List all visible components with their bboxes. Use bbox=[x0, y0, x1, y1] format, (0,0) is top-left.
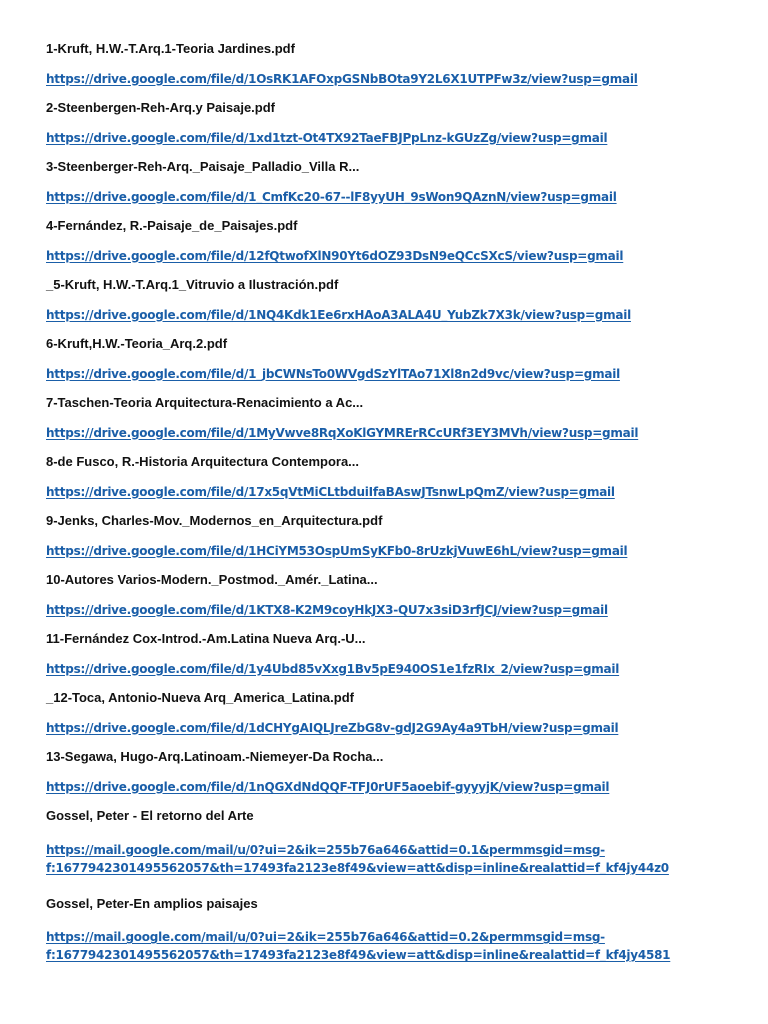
list-item bbox=[46, 97, 746, 156]
file-link[interactable]: https://drive.google.com/file/d/17x5qVtMiCLtbduiIfaBAswJTsnwLpQmZ/view?usp=gmail bbox=[46, 484, 615, 499]
file-link[interactable]: https://drive.google.com/file/d/1dCHYgAIQLJreZbG8v-gdJ2G9Ay4a9TbH/view?usp=gmail bbox=[46, 720, 619, 735]
file-title: _12-Toca, Antonio-Nueva Arq_America_Latina.pdf bbox=[46, 690, 354, 705]
file-link[interactable]: https://drive.google.com/file/d/1HCiYM53OspUmSyKFb0-8rUzkjVuwE6hL/view?usp=gmail bbox=[46, 543, 628, 558]
file-title: 11-Fernández Cox-Introd.-Am.Latina Nueva Arq.-U... bbox=[46, 631, 366, 646]
file-link[interactable]: https://mail.google.com/mail/u/0?ui=2&ik=255b76a646&attid=0.2&permmsgid=msg- f:1677942301495562057&th=17493fa2123e8f49&view=att&disp=inline&realattid=f_kf4jy4581 bbox=[46, 930, 671, 962]
list-item bbox=[46, 392, 746, 451]
file-link[interactable]: https://drive.google.com/file/d/12fQtwofXlN90Yt6dOZ93DsN9eQCcSXcS/view?usp=gmail bbox=[46, 248, 624, 263]
list-item bbox=[46, 628, 746, 687]
file-link[interactable]: https://drive.google.com/file/d/1KTX8-K2M9coyHkJX3-QU7x3siD3rfJCJ/view?usp=gmail bbox=[46, 602, 608, 617]
file-link[interactable]: https://drive.google.com/file/d/1nQGXdNdQQF-TFJ0rUF5aoebif-gyyyjK/view?usp=gmail bbox=[46, 779, 610, 794]
file-title: 7-Taschen-Teoria Arquitectura-Renacimiento a Ac... bbox=[46, 395, 364, 410]
file-title: 2-Steenbergen-Reh-Arq.y Paisaje.pdf bbox=[46, 100, 275, 115]
file-link[interactable]: https://drive.google.com/file/d/1_CmfKc20-67--lF8yyUH_9sWon9QAznN/view?usp=gmail bbox=[46, 189, 617, 204]
file-title: 3-Steenberger-Reh-Arq._Paisaje_Palladio_Villa R... bbox=[46, 159, 360, 174]
list-item bbox=[46, 893, 746, 981]
file-title: 9-Jenks, Charles-Mov._Modernos_en_Arquitectura.pdf bbox=[46, 513, 383, 528]
list-item bbox=[46, 215, 746, 274]
file-link[interactable]: https://drive.google.com/file/d/1_jbCWNsTo0WVgdSzYlTAo71Xl8n2d9vc/view?usp=gmail bbox=[46, 366, 620, 381]
file-title: 1-Kruft, H.W.-T.Arq.1-Teoria Jardines.pdf bbox=[46, 41, 295, 56]
file-title: Gossel, Peter - El retorno del Arte bbox=[46, 808, 254, 823]
file-link[interactable]: https://drive.google.com/file/d/1NQ4Kdk1Ee6rxHAoA3ALA4U_YubZk7X3k/view?usp=gmail bbox=[46, 307, 631, 322]
document-body bbox=[46, 38, 746, 980]
file-title: _5-Kruft, H.W.-T.Arq.1_Vitruvio a Ilustración.pdf bbox=[46, 277, 339, 292]
list-item bbox=[46, 687, 746, 746]
file-title: Gossel, Peter-En amplios paisajes bbox=[46, 895, 258, 911]
file-title: 4-Fernández, R.-Paisaje_de_Paisajes.pdf bbox=[46, 218, 298, 233]
list-item bbox=[46, 746, 746, 805]
list-item bbox=[46, 38, 746, 97]
list-item bbox=[46, 805, 746, 893]
list-item bbox=[46, 274, 746, 333]
file-link[interactable]: https://drive.google.com/file/d/1OsRK1AFOxpGSNbBOta9Y2L6X1UTPFw3z/view?usp=gmail bbox=[46, 71, 638, 86]
file-link[interactable]: https://drive.google.com/file/d/1xd1tzt-Ot4TX92TaeFBJPpLnz-kGUzZg/view?usp=gmail bbox=[46, 130, 608, 145]
list-item bbox=[46, 333, 746, 392]
list-item bbox=[46, 156, 746, 215]
list-item bbox=[46, 451, 746, 510]
file-title: 10-Autores Varios-Modern._Postmod._Amér._Latina... bbox=[46, 572, 378, 587]
file-title: 6-Kruft,H.W.-Teoria_Arq.2.pdf bbox=[46, 336, 228, 351]
file-title: 8-de Fusco, R.-Historia Arquitectura Contempora... bbox=[46, 454, 360, 469]
list-item bbox=[46, 569, 746, 628]
list-item bbox=[46, 510, 746, 569]
file-title: 13-Segawa, Hugo-Arq.Latinoam.-Niemeyer-Da Rocha... bbox=[46, 749, 384, 764]
file-link[interactable]: https://mail.google.com/mail/u/0?ui=2&ik=255b76a646&attid=0.1&permmsgid=msg- f:1677942301495562057&th=17493fa2123e8f49&view=att&disp=inline&realattid=f_kf4jy44z0 bbox=[46, 842, 669, 875]
file-link[interactable]: https://drive.google.com/file/d/1y4Ubd85vXxg1Bv5pE940OS1e1fzRIx_2/view?usp=gmail bbox=[46, 661, 620, 676]
file-link[interactable]: https://drive.google.com/file/d/1MyVwve8RqXoKlGYMRErRCcURf3EY3MVh/view?usp=gmail bbox=[46, 425, 639, 440]
